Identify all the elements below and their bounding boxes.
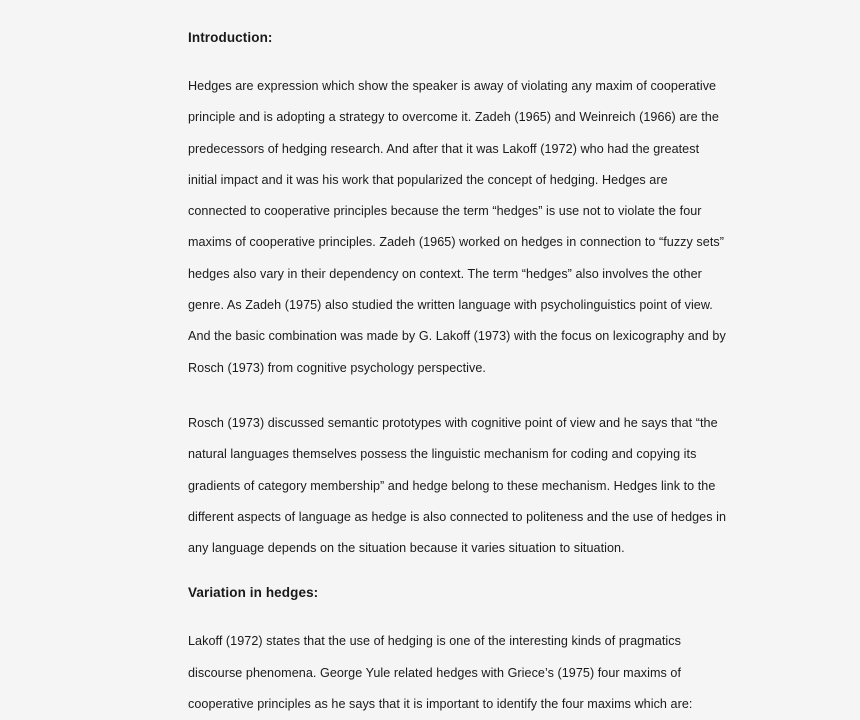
text-line: And the basic combination was made by G. Lakoff (1973) with the focus on lexicography and by [188, 329, 726, 344]
text-line: gradients of category membership” and hedge belong to these mechanism. Hedges link to the [188, 478, 716, 493]
text-line: maxims of cooperative principles. Zadeh (1965) worked on hedges in connection to “fuzzy sets” [188, 235, 724, 250]
heading-introduction: Introduction: [188, 30, 273, 45]
spacer [188, 601, 684, 626]
paragraph-introduction-one [188, 71, 726, 384]
text-line: cooperative principles as he says that it is important to identify the four maxims which are: [188, 697, 693, 712]
text-line: Rosch (1973) discussed semantic prototypes with cognitive point of view and he says that “the [188, 415, 718, 430]
text-line: Hedges are expression which show the speaker is away of violating any maxim of cooperative [188, 79, 717, 93]
text-line: hedges also vary in their dependency on context. The term “hedges” also involves the other [188, 266, 702, 281]
spacer [188, 46, 684, 71]
text-line: principle and is adopting a strategy to overcome it. Zadeh (1965) and Weinreich (1966) are the [188, 110, 719, 125]
text-line: Rosch (1973) from cognitive psychology perspective. [188, 360, 486, 375]
heading-variation-in-hedges: Variation in hedges: [188, 585, 319, 601]
text-line: initial impact and it was his work that popularized the concept of hedging. Hedges are [188, 172, 668, 187]
paragraph-introduction-two [188, 408, 727, 564]
text-line: genre. As Zadeh (1975) also studied the written language with psycholinguistics point of view. [188, 298, 713, 313]
paragraph-variation [188, 626, 693, 720]
text-line: Lakoff (1972) states that the use of hedging is one of the interesting kinds of pragmatics [188, 634, 681, 649]
text-line: natural languages themselves possess the linguistic mechanism for coding and copying its [188, 447, 697, 462]
text-line: different aspects of language as hedge is also connected to politeness and the use of hedges in [188, 509, 727, 524]
spacer [188, 384, 684, 408]
document-text-body [188, 30, 727, 720]
text-line: discourse phenomena. George Yule related hedges with Griece’s (1975) four maxims of [188, 665, 682, 680]
spacer [188, 564, 684, 585]
text-line: connected to cooperative principles because the term “hedges” is use not to violate the four [188, 204, 702, 219]
text-line: any language depends on the situation because it varies situation to situation. [188, 541, 625, 556]
text-line: predecessors of hedging research. And after that it was Lakoff (1972) who had the greatest [188, 141, 700, 156]
